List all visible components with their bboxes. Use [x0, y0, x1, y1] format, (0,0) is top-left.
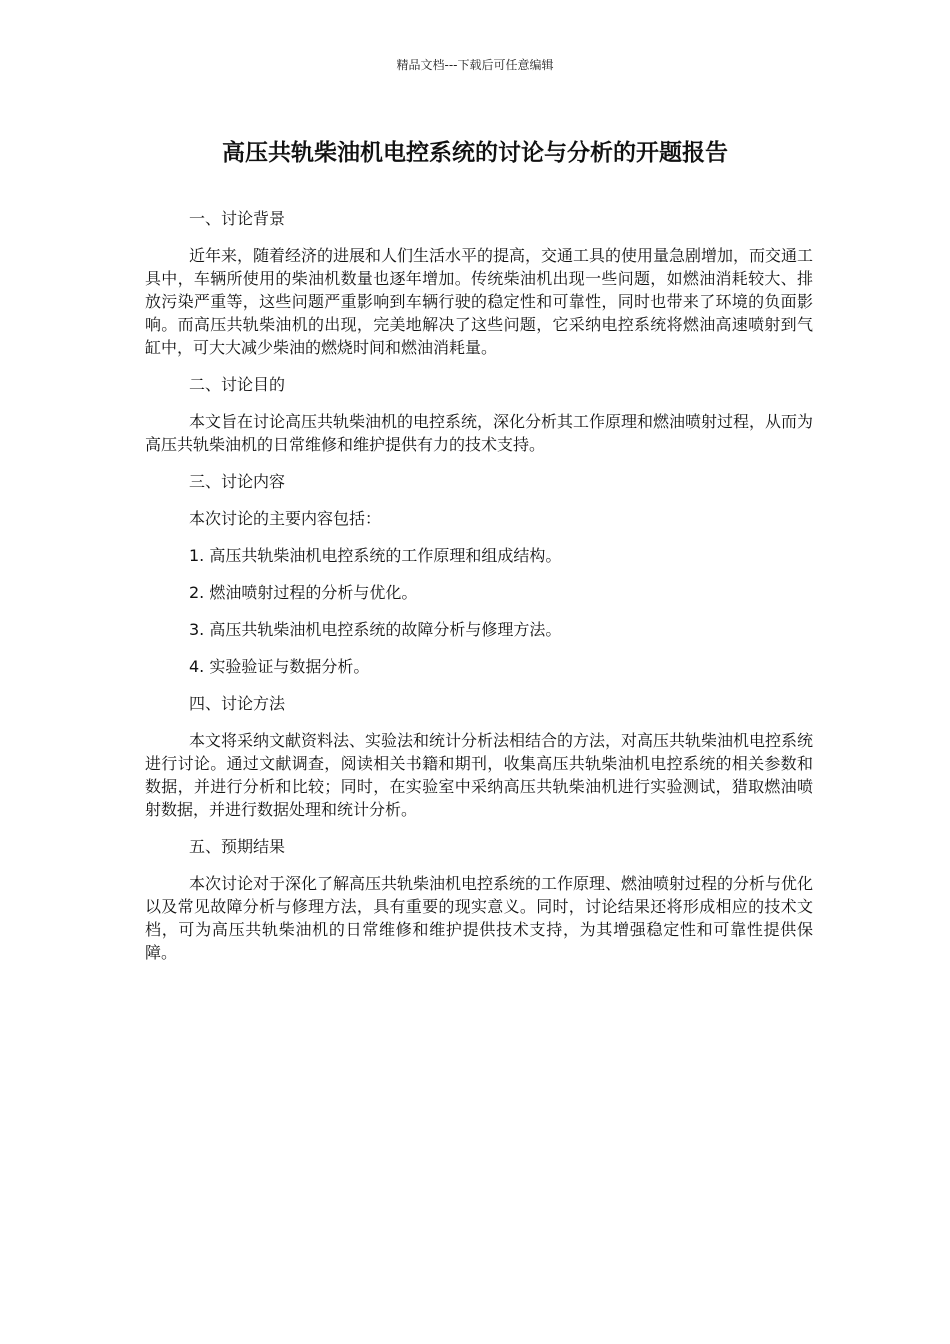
header-note: 精品文档---下载后可任意编辑 — [396, 58, 554, 72]
list-item: 2. 燃油喷射过程的分析与优化。 — [189, 583, 418, 602]
paragraph-purpose: 本文旨在讨论高压共轨柴油机的电控系统，深化分析其工作原理和燃油喷射过程，从而为高压共轨柴油机的日常维修和维护提供有力的技术支持。 — [145, 412, 814, 454]
list-item: 3. 高压共轨柴油机电控系统的故障分析与修理方法。 — [189, 620, 562, 639]
paragraph-background: 近年来，随着经济的进展和人们生活水平的提高，交通工具的使用量急剧增加，而交通工具中，车辆所使用的柴油机数量也逐年增加。传统柴油机出现一些问题，如燃油消耗较大、排放污染严重等，这些问题严重影响到车辆行驶的稳定性和可靠性，同时也带来了环境的负面影响。而高压共轨柴油机的出现，完美地解决了这些问题，它采纳电控系统将燃油高速喷射到气缸中，可大大减少柴油的燃烧时间和燃油消耗量。 — [145, 246, 814, 357]
list-item: 4. 实验验证与数据分析。 — [189, 657, 370, 676]
section-heading-background: 一、讨论背景 — [189, 209, 286, 228]
paragraph-method: 本文将采纳文献资料法、实验法和统计分析法相结合的方法，对高压共轨柴油机电控系统进行讨论。通过文献调查，阅读相关书籍和期刊，收集高压共轨柴油机电控系统的相关参数和数据，并进行分析和比较；同时，在实验室中采纳高压共轨柴油机进行实验测试，猎取燃油喷射数据，并进行数据处理和统计分析。 — [145, 731, 814, 819]
section-heading-method: 四、讨论方法 — [189, 694, 286, 713]
section-heading-purpose: 二、讨论目的 — [189, 375, 286, 394]
section-heading-results: 五、预期结果 — [189, 837, 286, 856]
document-title: 高压共轨柴油机电控系统的讨论与分析的开题报告 — [222, 140, 728, 166]
paragraph-results: 本次讨论对于深化了解高压共轨柴油机电控系统的工作原理、燃油喷射过程的分析与优化以及常见故障分析与修理方法，具有重要的现实意义。同时，讨论结果还将形成相应的技术文档，可为高压共轨柴油机的日常维修和维护提供技术支持，为其增强稳定性和可靠性提供保障。 — [145, 874, 814, 962]
list-item: 1. 高压共轨柴油机电控系统的工作原理和组成结构。 — [189, 546, 562, 565]
section-heading-content: 三、讨论内容 — [189, 472, 286, 491]
document-body — [145, 207, 813, 978]
content-intro: 本次讨论的主要内容包括： — [189, 509, 382, 528]
